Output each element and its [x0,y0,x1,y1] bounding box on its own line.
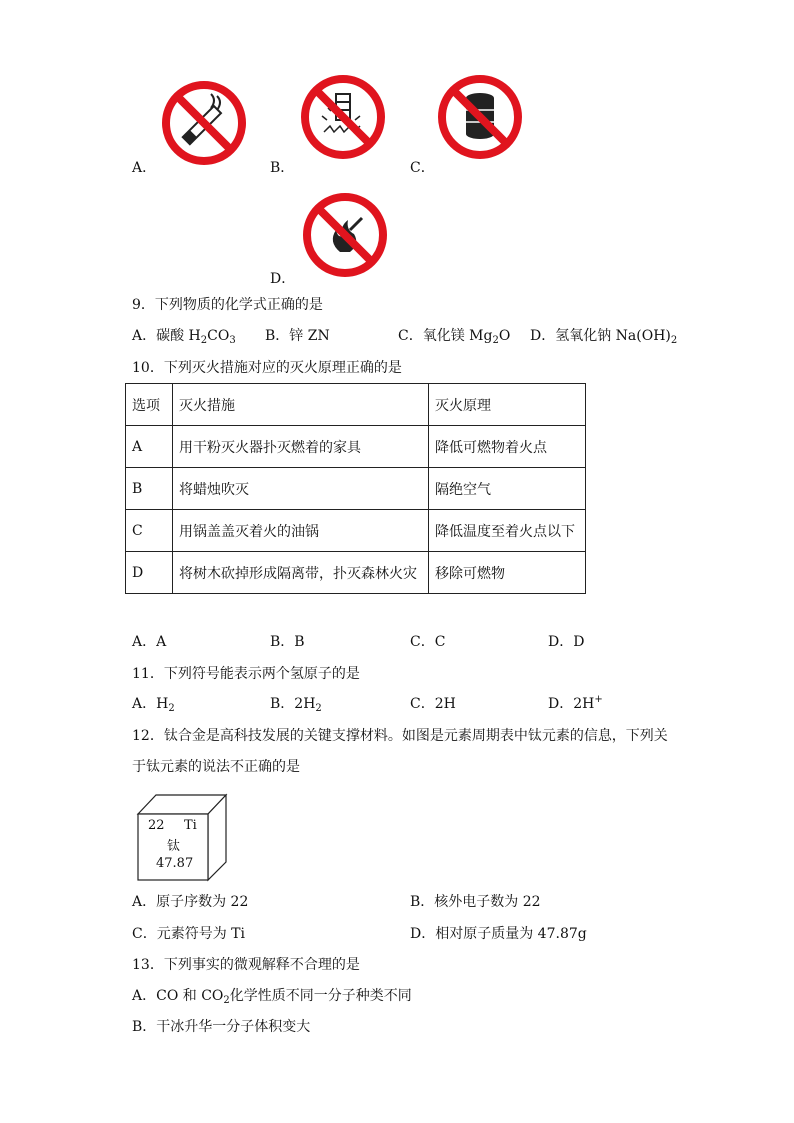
element-tile [134,792,230,882]
option-a-letter: A． [132,160,157,176]
table-cell: B [126,468,173,510]
option-c-letter: C． [410,160,435,176]
q11-option-d: D．2H+ [548,694,603,712]
table-cell: 降低温度至着火点以下 [429,510,586,552]
q11-option-b: B．$2H_2$ [270,696,322,714]
q13-option-b: B．干冰升华一分子体积变大 [132,1019,311,1035]
q10-option-a: A．A [132,634,167,650]
table-row [126,552,586,594]
element-mass: 47.87 [156,856,194,871]
q11-stem: 11．下列符号能表示两个氢原子的是 [132,666,360,682]
q12-option-d: D．相对原子质量为 47.87g [410,926,587,942]
option-d-letter: D． [270,271,296,287]
table-row [126,510,586,552]
table-header-cell: 灭火原理 [429,384,586,426]
table-header-cell: 灭火措施 [173,384,429,426]
q10-stem: 10．下列灭火措施对应的灭火原理正确的是 [132,360,402,376]
table-cell: 将蜡烛吹灭 [173,468,429,510]
no-oil-drum-icon [435,72,525,162]
table-row [126,426,586,468]
q12-stem-line2: 于钛元素的说法不正确的是 [132,759,300,775]
table-cell: 隔绝空气 [429,468,586,510]
table-cell: C [126,510,173,552]
q10-table [125,383,586,594]
q13-option-a: A．CO 和 $CO_2$化学性质不同一分子种类不同 [132,988,412,1006]
table-cell: 用锅盖盖灭着火的油锅 [173,510,429,552]
q12-stem-line1: 12．钛合金是高科技发展的关键支撑材料。如图是元素周期表中钛元素的信息，下列关 [132,728,668,744]
q12-option-b: B．核外电子数为 22 [410,894,541,910]
q9-stem: 9．下列物质的化学式正确的是 [132,297,323,313]
q13-stem: 13．下列事实的微观解释不合理的是 [132,957,360,973]
no-smoking-icon [159,78,249,168]
q9-option-a: A．碳酸 $H_2CO_3$ [132,328,236,346]
q10-option-d: D．D [548,634,585,650]
table-cell: A [126,426,173,468]
no-open-flame-icon [300,190,390,280]
table-row [126,468,586,510]
table-cell: 降低可燃物着火点 [429,426,586,468]
element-symbol: Ti [184,818,197,833]
table-header-row [126,384,586,426]
element-atomic-number: 22 [148,818,165,833]
no-fireworks-icon [298,72,388,162]
table-cell: 将树木砍掉形成隔离带，扑灭森林火灾 [173,552,429,594]
element-name: 钛 [167,839,181,854]
q9-option-b: B．锌 ZN [265,328,330,344]
q9-option-d: D．氢氧化钠 $Na(OH)_2$ [530,328,678,346]
q12-option-a: A．原子序数为 22 [132,894,249,910]
option-b-letter: B． [270,160,295,176]
q9-option-c: C．氧化镁 $Mg_2O$ [398,328,511,346]
table-header-cell: 选项 [126,384,173,426]
q12-option-c: C．元素符号为 Ti [132,926,245,942]
table-cell: D [126,552,173,594]
table-cell: 用干粉灭火器扑灭燃着的家具 [173,426,429,468]
q11-option-c: C．2H [410,696,456,712]
table-cell: 移除可燃物 [429,552,586,594]
q10-option-c: C．C [410,634,446,650]
q11-option-a: A．$H_2$ [132,696,175,714]
q10-option-b: B．B [270,634,305,650]
